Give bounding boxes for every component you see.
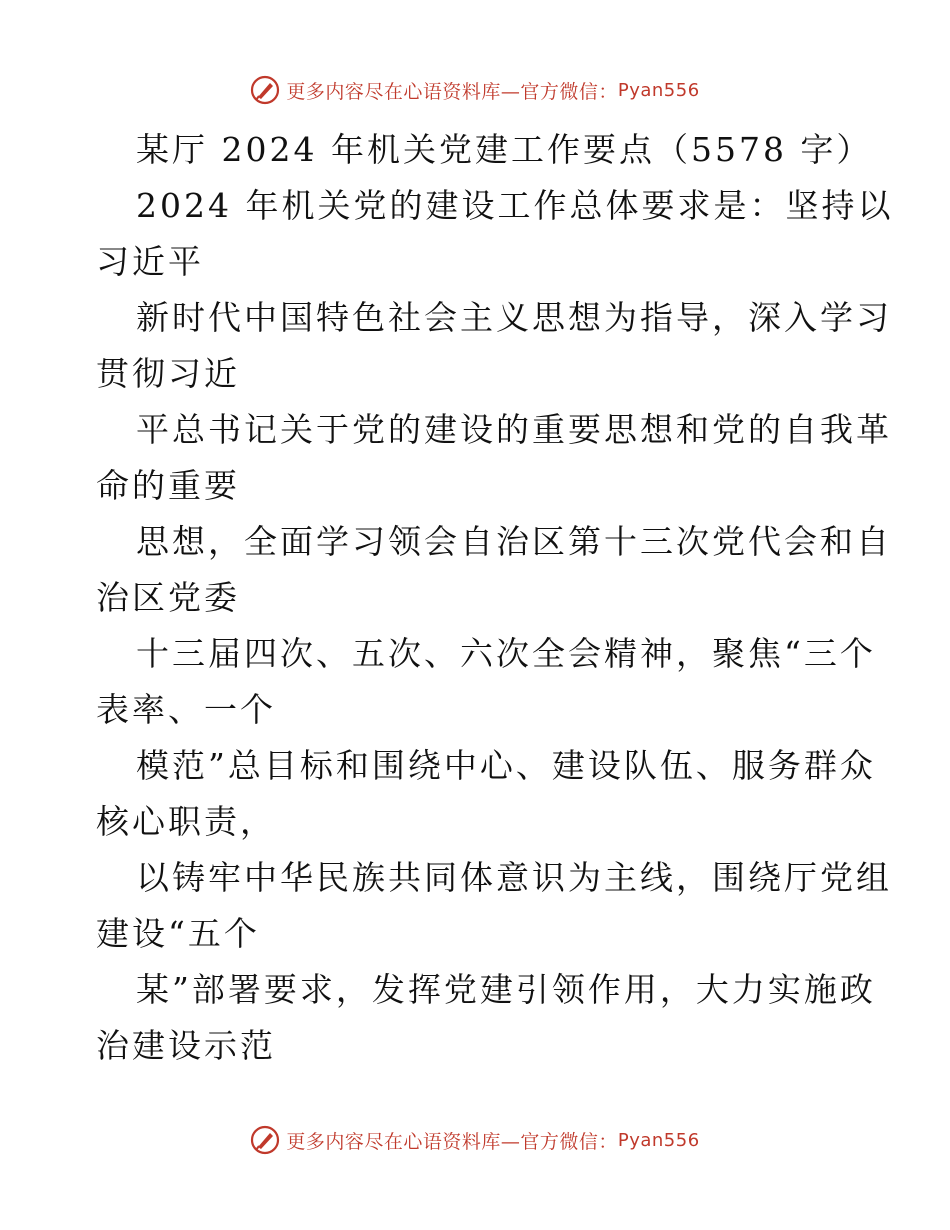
- paragraph-line: 表率、一个: [96, 690, 276, 729]
- watermark-wechat-id: Pyan556: [617, 79, 700, 101]
- paragraph-line: 2024 年机关党的建设工作总体要求是：坚持以: [136, 186, 894, 225]
- document-body: [96, 122, 894, 1074]
- paragraph-line: 平总书记关于党的建设的重要思想和党的自我革: [136, 410, 892, 449]
- footer-watermark: [0, 1120, 950, 1160]
- watermark-text: 更多内容尽在心语资料库—官方微信：: [286, 80, 618, 103]
- paragraph-line: 治建设示范: [96, 1026, 276, 1065]
- paragraph-line: 建设“五个: [96, 914, 260, 953]
- paragraph-line: 治区党委: [96, 578, 240, 617]
- paragraph-line: 思想，全面学习领会自治区第十三次党代会和自: [136, 522, 892, 561]
- paragraph-line: 贯彻习近: [96, 354, 240, 393]
- watermark-text: 更多内容尽在心语资料库—官方微信：: [286, 1130, 618, 1153]
- header-watermark: [0, 70, 950, 110]
- quill-pen-logo-icon: [250, 1125, 280, 1155]
- paragraph-line: 十三届四次、五次、六次全会精神，聚焦“三个: [136, 634, 876, 673]
- paragraph-line: 新时代中国特色社会主义思想为指导，深入学习: [136, 298, 892, 337]
- paragraph-line: 以铸牢中华民族共同体意识为主线，围绕厅党组: [136, 858, 892, 897]
- paragraph-line: 某”部署要求，发挥党建引领作用，大力实施政: [136, 970, 876, 1009]
- paragraph-line: 命的重要: [96, 466, 240, 505]
- paragraph-line: 习近平: [96, 242, 204, 281]
- paragraph-line: 核心职责，: [96, 802, 276, 841]
- watermark-wechat-id: Pyan556: [617, 1129, 700, 1151]
- paragraph-line: 模范”总目标和围绕中心、建设队伍、服务群众: [136, 746, 876, 785]
- document-title: 某厅 2024 年机关党建工作要点（5578 字）: [136, 130, 873, 169]
- quill-pen-logo-icon: [250, 75, 280, 105]
